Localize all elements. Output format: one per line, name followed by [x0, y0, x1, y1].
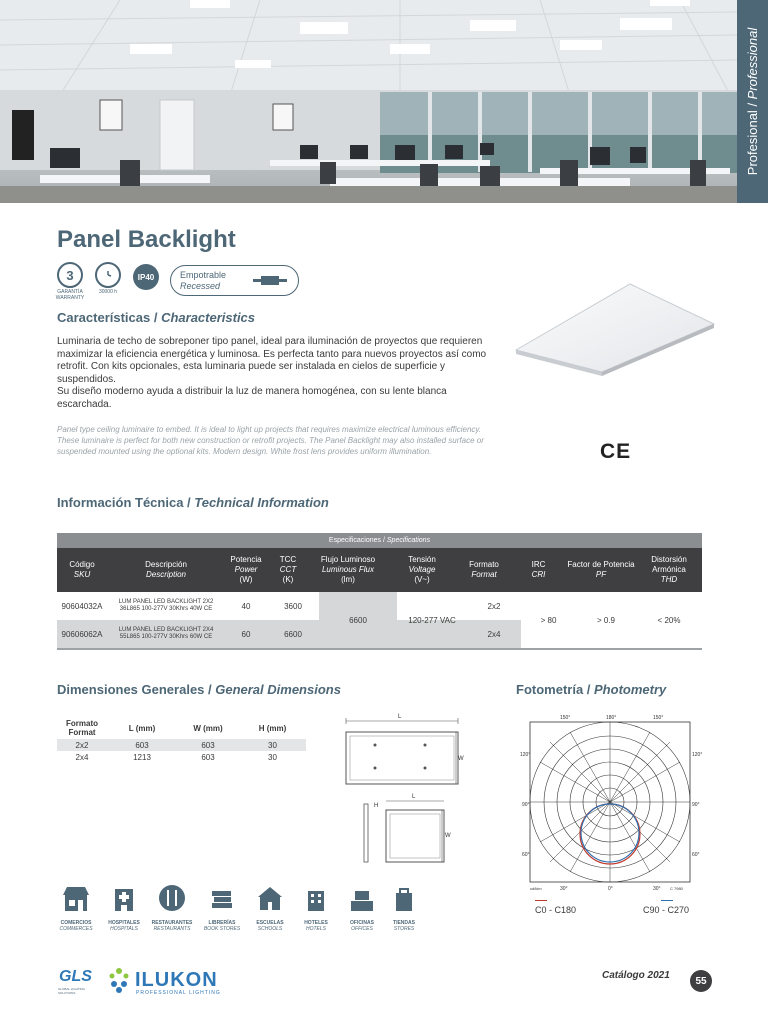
row2-desc-line2: 55L865 100-277V 30Khrs 60W CE: [119, 634, 213, 640]
dim-format-es: Formato: [66, 719, 98, 728]
mounting-en: Recessed: [180, 281, 221, 291]
col-cri-l2: CRI: [531, 570, 546, 579]
polar-corner-right: C 7980: [670, 886, 683, 891]
col-desc-l1: Descripción: [145, 560, 187, 569]
sector-schools: [245, 883, 295, 932]
row1-desc-line2: 36L865 100-277V 30Khrs 40W CE: [119, 606, 213, 612]
row2-desc-line1: LUM PANEL LED BACKLIGHT 2X4: [118, 627, 214, 633]
specifications-table: [57, 533, 702, 650]
sector-label-en: BOOK STORES: [203, 926, 241, 932]
col-flux-l3: (lm): [341, 575, 355, 584]
gls-logo: GLS: [59, 968, 92, 985]
ilukon-logo-tagline: PROFESSIONAL LIGHTING: [136, 990, 221, 996]
page-number: 55: [690, 970, 712, 992]
school-icon: [255, 883, 285, 913]
dim-col-format: [57, 719, 107, 737]
shared-voltage: 120-277 VAC: [408, 615, 456, 625]
sector-label-en: HOTELS: [305, 926, 326, 932]
description-english: Panel type ceiling luminaire to embed. It is ideal to light up projects that requires maximize electrical luminous efficiency. These luminaire is perfect for both new construction or retrofit projects. The Panel Backlight may also installed surface or suspended mounted using the optional kits. Modern design. White frost lens provides uniform illumination.: [57, 425, 484, 456]
table-row: [57, 739, 306, 751]
polar-angle-60-right: 60°: [692, 852, 700, 858]
shared-flux: 6600: [349, 615, 367, 625]
warranty-years: 3: [66, 267, 74, 283]
col-pf-l1: Factor de Potencia: [567, 560, 635, 569]
col-thd-l1: Distorsión Armónica: [651, 555, 687, 574]
books-icon: [207, 883, 237, 913]
legend-swatch-c0: [535, 900, 547, 901]
dim-row2-format: 2x4: [75, 752, 89, 762]
row1-format: 2x2: [487, 601, 501, 611]
sector-restaurants: [147, 883, 197, 932]
dim-row2-h: 30: [268, 752, 277, 762]
characteristics-heading-en: Characteristics: [161, 310, 256, 325]
characteristics-heading: [57, 310, 255, 325]
row1-desc-line1: LUM PANEL LED BACKLIGHT 2X2: [118, 599, 214, 605]
polar-angle-90-left: 90°: [522, 802, 530, 808]
description-es-paragraph-2: Su diseño moderno ayuda a distribuir la luz de manera homogénea, con su lente blanca escarchada.: [57, 386, 447, 410]
gls-logo-tagline: GLOBAL LIGHTING SOLUTIONS: [58, 987, 85, 995]
legend-c90-c270: C90 - C270: [643, 905, 690, 915]
product-title: Panel Backlight: [57, 226, 236, 253]
specifications-caption: [57, 533, 702, 548]
sector-label-en: STORES: [393, 926, 415, 932]
col-header-cri: [511, 548, 566, 592]
col-header-sku: [57, 548, 107, 592]
drawing-label-l-top: L: [398, 714, 402, 720]
row2-power: 60: [241, 629, 251, 639]
dim-col-w: W (mm): [193, 723, 223, 733]
polar-angle-60-left: 60°: [522, 852, 530, 858]
polar-angle-30-left: 30°: [560, 886, 568, 892]
row1-sku: 90604032A: [61, 601, 103, 611]
polar-angle-180: 180°: [606, 715, 617, 721]
warranty-icon: [57, 262, 83, 288]
polar-angle-0: 0°: [608, 886, 613, 892]
col-cct-l2: CCT: [279, 565, 297, 574]
ilukon-logo: ILUKON: [135, 969, 218, 991]
mounting-type-badge: [170, 265, 299, 296]
col-header-flux: [309, 548, 387, 592]
photometry-heading-es: Fotometría /: [516, 682, 595, 697]
side-category-tab: [737, 0, 768, 203]
recessed-fixture-icon: [253, 279, 287, 282]
sector-label-es: OFICINAS: [350, 920, 374, 926]
sector-label-en: COMMERCES: [59, 926, 93, 932]
description-spanish: [57, 336, 494, 411]
row1-cct: 3600: [284, 601, 302, 611]
dimensions-table: [57, 717, 306, 763]
ilukon-logo-mark: [106, 966, 132, 994]
sector-hotels: [291, 883, 341, 932]
col-power-l2: Power: [234, 565, 258, 574]
dimensions-header-row: [57, 717, 306, 739]
sector-label-es: ESCUELAS: [256, 920, 284, 926]
store-icon: [61, 883, 91, 913]
col-header-thd: [636, 548, 702, 592]
row2-description: [107, 620, 225, 648]
row2-cct: 6600: [284, 629, 302, 639]
col-header-format: [457, 548, 511, 592]
dim-row1-h: 30: [268, 740, 277, 750]
col-header-cct: [267, 548, 309, 592]
lifetime-caption: 30000 h: [98, 289, 118, 295]
shared-thd: < 20%: [657, 615, 681, 625]
col-header-power: [225, 548, 267, 592]
col-desc-l2: Description: [145, 570, 186, 579]
col-thd-l2: THD: [660, 575, 678, 584]
col-power-l3: (W): [239, 575, 253, 584]
drawing-label-h: H: [374, 803, 379, 809]
drawing-label-l-bottom: L: [412, 794, 416, 800]
dimensions-heading: [57, 682, 341, 697]
dim-row2-l: 1213: [133, 752, 151, 762]
legend-swatch-c90: [661, 900, 673, 901]
col-header-voltage: [387, 548, 457, 592]
col-flux-l2: Luminous Flux: [321, 565, 375, 574]
table-bottom-rule: [57, 648, 702, 650]
clock-icon: [95, 262, 121, 288]
characteristics-heading-es: Características /: [57, 310, 162, 325]
side-tab-es: Profesional: [745, 110, 760, 176]
ce-certification-mark: CE: [600, 440, 632, 463]
polar-angle-90-right: 90°: [692, 802, 700, 808]
polar-angle-120-right: 120°: [692, 752, 703, 758]
col-header-description: [107, 548, 225, 592]
photometry-heading-en: Photometry: [594, 682, 667, 697]
polar-photometry-chart: [520, 712, 703, 892]
hotel-icon: [301, 883, 331, 913]
specifications-caption-en: Specifications: [386, 537, 431, 544]
sector-label-es: HOTELES: [304, 920, 328, 926]
hospital-icon: [109, 883, 139, 913]
sector-label-es: COMERCIOS: [60, 920, 92, 926]
col-voltage-l1: Tensión: [408, 555, 436, 564]
row2-sku: 90606062A: [61, 629, 103, 639]
specifications-header-row: [57, 548, 702, 592]
sector-label-en: HOSPITALS: [110, 926, 138, 932]
col-voltage-l3: (V~): [414, 575, 430, 584]
col-pf-l2: PF: [595, 570, 607, 579]
polar-corner-left: cd/klm: [530, 886, 542, 891]
col-cct-l3: (K): [282, 575, 294, 584]
col-power-l1: Potencia: [230, 555, 262, 564]
hero-office-image: [0, 0, 737, 203]
dim-col-h: H (mm): [258, 723, 287, 733]
col-format-l1: Formato: [469, 560, 499, 569]
mounting-es: Empotrable: [180, 270, 227, 280]
sector-label-en: SCHOOLS: [257, 926, 283, 932]
sector-commerces: [51, 883, 101, 932]
polar-angle-150-left: 150°: [560, 715, 571, 721]
col-header-pf: [566, 548, 636, 592]
row2-format: 2x4: [487, 629, 501, 639]
sector-label-en: OFFICES: [351, 926, 373, 932]
row1-description: [107, 592, 225, 620]
sector-hospitals: [99, 883, 149, 932]
polar-angle-30-right: 30°: [653, 886, 661, 892]
ip-rating-badge: IP40: [133, 264, 159, 290]
sector-label-en: RESTAURANTS: [153, 926, 191, 932]
dim-row1-l: 603: [135, 740, 149, 750]
sector-stores: [379, 883, 429, 932]
col-sku-l2: SKU: [73, 570, 91, 579]
shared-pf: > 0.9: [596, 615, 615, 625]
specifications-caption-es: Especificaciones /: [328, 537, 387, 544]
technical-info-heading: [57, 495, 329, 510]
col-flux-l1: Flujo Luminoso: [320, 555, 376, 564]
side-tab-en: Professional: [745, 27, 760, 100]
col-format-l2: Format: [471, 570, 497, 579]
dimension-drawings: [340, 710, 470, 870]
dim-row1-format: 2x2: [75, 740, 89, 750]
sector-label-es: RESTAURANTES: [151, 920, 193, 926]
dimensions-heading-en: General Dimensions: [215, 682, 341, 697]
col-cct-l1: TCC: [279, 555, 297, 564]
table-row: [57, 751, 306, 763]
sector-label-es: TIENDAS: [393, 920, 415, 926]
col-cri-l1: IRC: [531, 560, 546, 569]
technical-heading-es: Información Técnica /: [57, 495, 195, 510]
dim-col-l: L (mm): [128, 723, 156, 733]
row1-power: 40: [241, 601, 251, 611]
side-tab-separator: /: [745, 99, 760, 111]
legend-c0-c180: C0 - C180: [535, 905, 577, 915]
sector-label-es: LIBRERÍAS: [208, 920, 236, 926]
cutlery-icon: [157, 883, 187, 913]
specifications-body: [57, 592, 702, 648]
dimensions-heading-es: Dimensiones Generales /: [57, 682, 216, 697]
photometry-heading: [516, 682, 666, 697]
drawing-label-w-bottom: W: [445, 833, 451, 839]
dim-row1-w: 603: [201, 740, 215, 750]
description-es-paragraph-1: Luminaria de techo de sobreponer tipo panel, ideal para iluminación de proyectos que requieren maximizar la eficiencia energética y luminosa. Es perfecta tanto para nuevos proyectos así como retrofit. Con kits opcionales, esta luminaria puede ser instalada en cielos de superficie y suspendidos.: [57, 336, 487, 385]
col-voltage-l2: Voltage: [408, 565, 436, 574]
polar-angle-150-right: 150°: [653, 715, 664, 721]
shared-cri: > 80: [540, 615, 557, 625]
drawing-label-w-top: W: [458, 756, 464, 762]
sector-bookstores: [197, 883, 247, 932]
technical-heading-en: Technical Information: [194, 495, 329, 510]
catalog-label: Catálogo 2021: [602, 970, 670, 981]
sector-label-es: HOSPITALES: [108, 920, 140, 926]
dim-row2-w: 603: [201, 752, 215, 762]
warranty-caption: GARANTÍA WARRANTY: [55, 289, 85, 301]
office-icon: [347, 883, 377, 913]
col-sku-l1: Código: [69, 560, 95, 569]
dim-format-en: Format: [68, 728, 96, 737]
shopping-bag-icon: [389, 883, 419, 913]
panel-product-image: [512, 280, 717, 380]
polar-angle-120-left: 120°: [520, 752, 531, 758]
